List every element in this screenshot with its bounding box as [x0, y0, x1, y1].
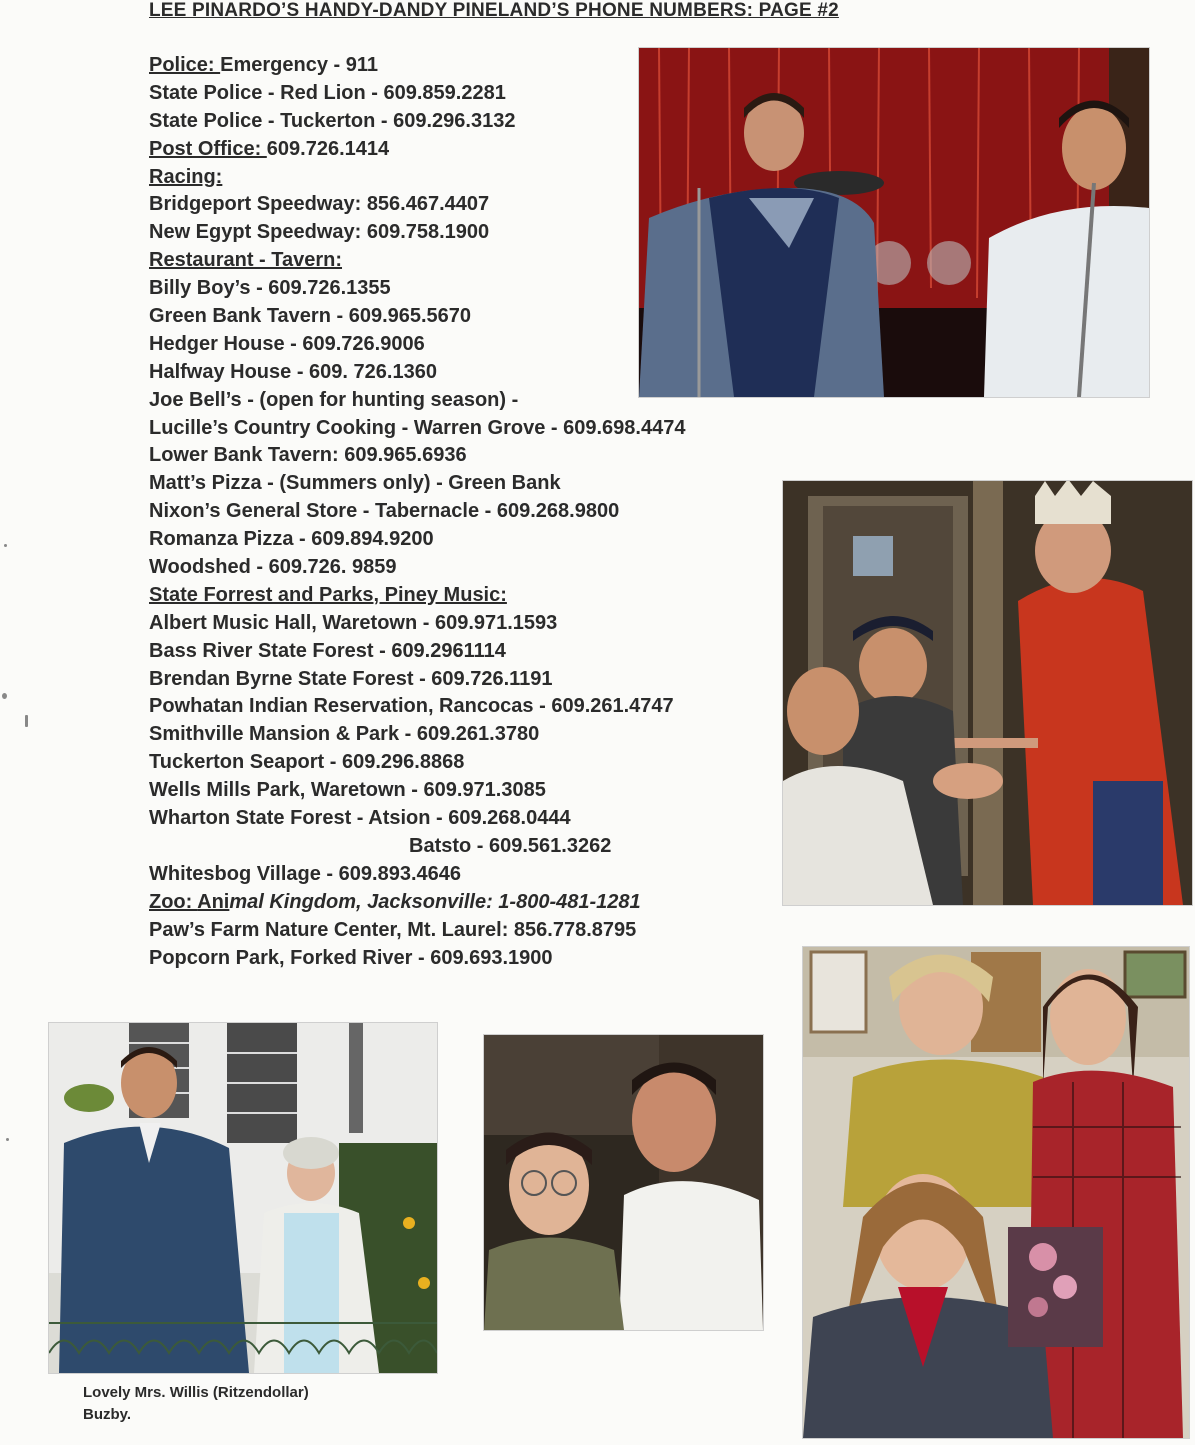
photo-mrs-willis-buzby [48, 1022, 438, 1374]
romanza-pizza: Romanza Pizza - 609.894.9200 [149, 528, 434, 551]
photo-couple [483, 1034, 764, 1331]
wells-mills-park: Wells Mills Park, Waretown - 609.971.3085 [149, 779, 546, 802]
scan-speck [4, 544, 7, 547]
lucilles-country-cooking: Lucille’s Country Cooking - Warren Grove - 609.698.4474 [149, 416, 686, 439]
page-title: LEE PINARDO’S HANDY-DANDY PINELAND’S PHONE NUMBERS: PAGE #2 [149, 0, 839, 21]
matts-pizza: Matt’s Pizza - (Summers only) - Green Bank [149, 472, 561, 495]
bridgeport-speedway: Bridgeport Speedway: 856.467.4407 [149, 193, 490, 216]
lower-bank-tavern: Lower Bank Tavern: 609.965.6936 [149, 444, 467, 467]
photo-band-on-stage [638, 47, 1150, 398]
post-office-number: 609.726.1414 [266, 137, 390, 160]
bass-river-state-forest: Bass River State Forest - 609.2961114 [149, 639, 506, 662]
woodshed: Woodshed - 609.726. 9859 [149, 556, 397, 579]
photo-three-women [802, 946, 1190, 1439]
hedger-house: Hedger House - 609.726.9006 [149, 332, 425, 355]
whitesbog-village: Whitesbog Village - 609.893.4646 [149, 862, 461, 885]
photo-caption [83, 1382, 309, 1426]
albert-music-hall: Albert Music Hall, Waretown - 609.971.1593 [149, 611, 558, 634]
smithville-mansion: Smithville Mansion & Park - 609.261.3780 [149, 723, 540, 746]
joe-bells: Joe Bell’s - (open for hunting season) - [149, 388, 519, 411]
parks-heading: State Forrest and Parks, Piney Music: [149, 583, 507, 606]
paws-farm: Paw’s Farm Nature Center, Mt. Laurel: 856.778.8795 [149, 918, 637, 941]
billy-boys: Billy Boy’s - 609.726.1355 [149, 277, 391, 300]
green-bank-tavern: Green Bank Tavern - 609.965.5670 [149, 305, 472, 328]
zoo-animal-kingdom-start: Ani [197, 890, 230, 913]
zoo-animal-kingdom: mal Kingdom, Jacksonville: 1-800-481-1281 [229, 890, 641, 913]
zoo-line [149, 889, 789, 917]
police-emergency: Emergency - 911 [220, 54, 379, 76]
tuckerton-seaport: Tuckerton Seaport - 609.296.8868 [149, 751, 465, 774]
post-office-heading: Post Office: [149, 137, 267, 160]
batsto: Batsto - 609.561.3262 [409, 834, 612, 857]
state-police-tuckerton: State Police - Tuckerton - 609.296.3132 [149, 109, 516, 132]
restaurant-heading: Restaurant - Tavern: [149, 249, 343, 272]
caption-line-1: Lovely Mrs. Willis (Ritzendollar) [83, 1384, 309, 1401]
wharton-state-forest: Wharton State Forest - Atsion - 609.268.0444 [149, 807, 571, 830]
scan-speck [6, 1138, 9, 1141]
scan-speck [25, 715, 28, 727]
new-egypt-speedway: New Egypt Speedway: 609.758.1900 [149, 221, 490, 244]
racing-heading: Racing: [149, 165, 223, 188]
zoo-heading: Zoo: [149, 890, 198, 913]
brendan-byrne-state-forest: Brendan Byrne State Forest - 609.726.1191 [149, 667, 553, 690]
caption-line-2: Buzby. [83, 1406, 132, 1423]
photo-king-with-crown [782, 480, 1193, 906]
powhatan-reservation: Powhatan Indian Reservation, Rancocas - 609.261.4747 [149, 695, 674, 718]
state-police-red-lion: State Police - Red Lion - 609.859.2281 [149, 81, 506, 104]
popcorn-park: Popcorn Park, Forked River - 609.693.1900 [149, 946, 553, 969]
scan-speck [2, 693, 7, 699]
police-heading: Police: [149, 54, 221, 76]
nixons-general-store: Nixon’s General Store - Tabernacle - 609.268.9800 [149, 500, 620, 523]
halfway-house: Halfway House - 609. 726.1360 [149, 360, 437, 383]
